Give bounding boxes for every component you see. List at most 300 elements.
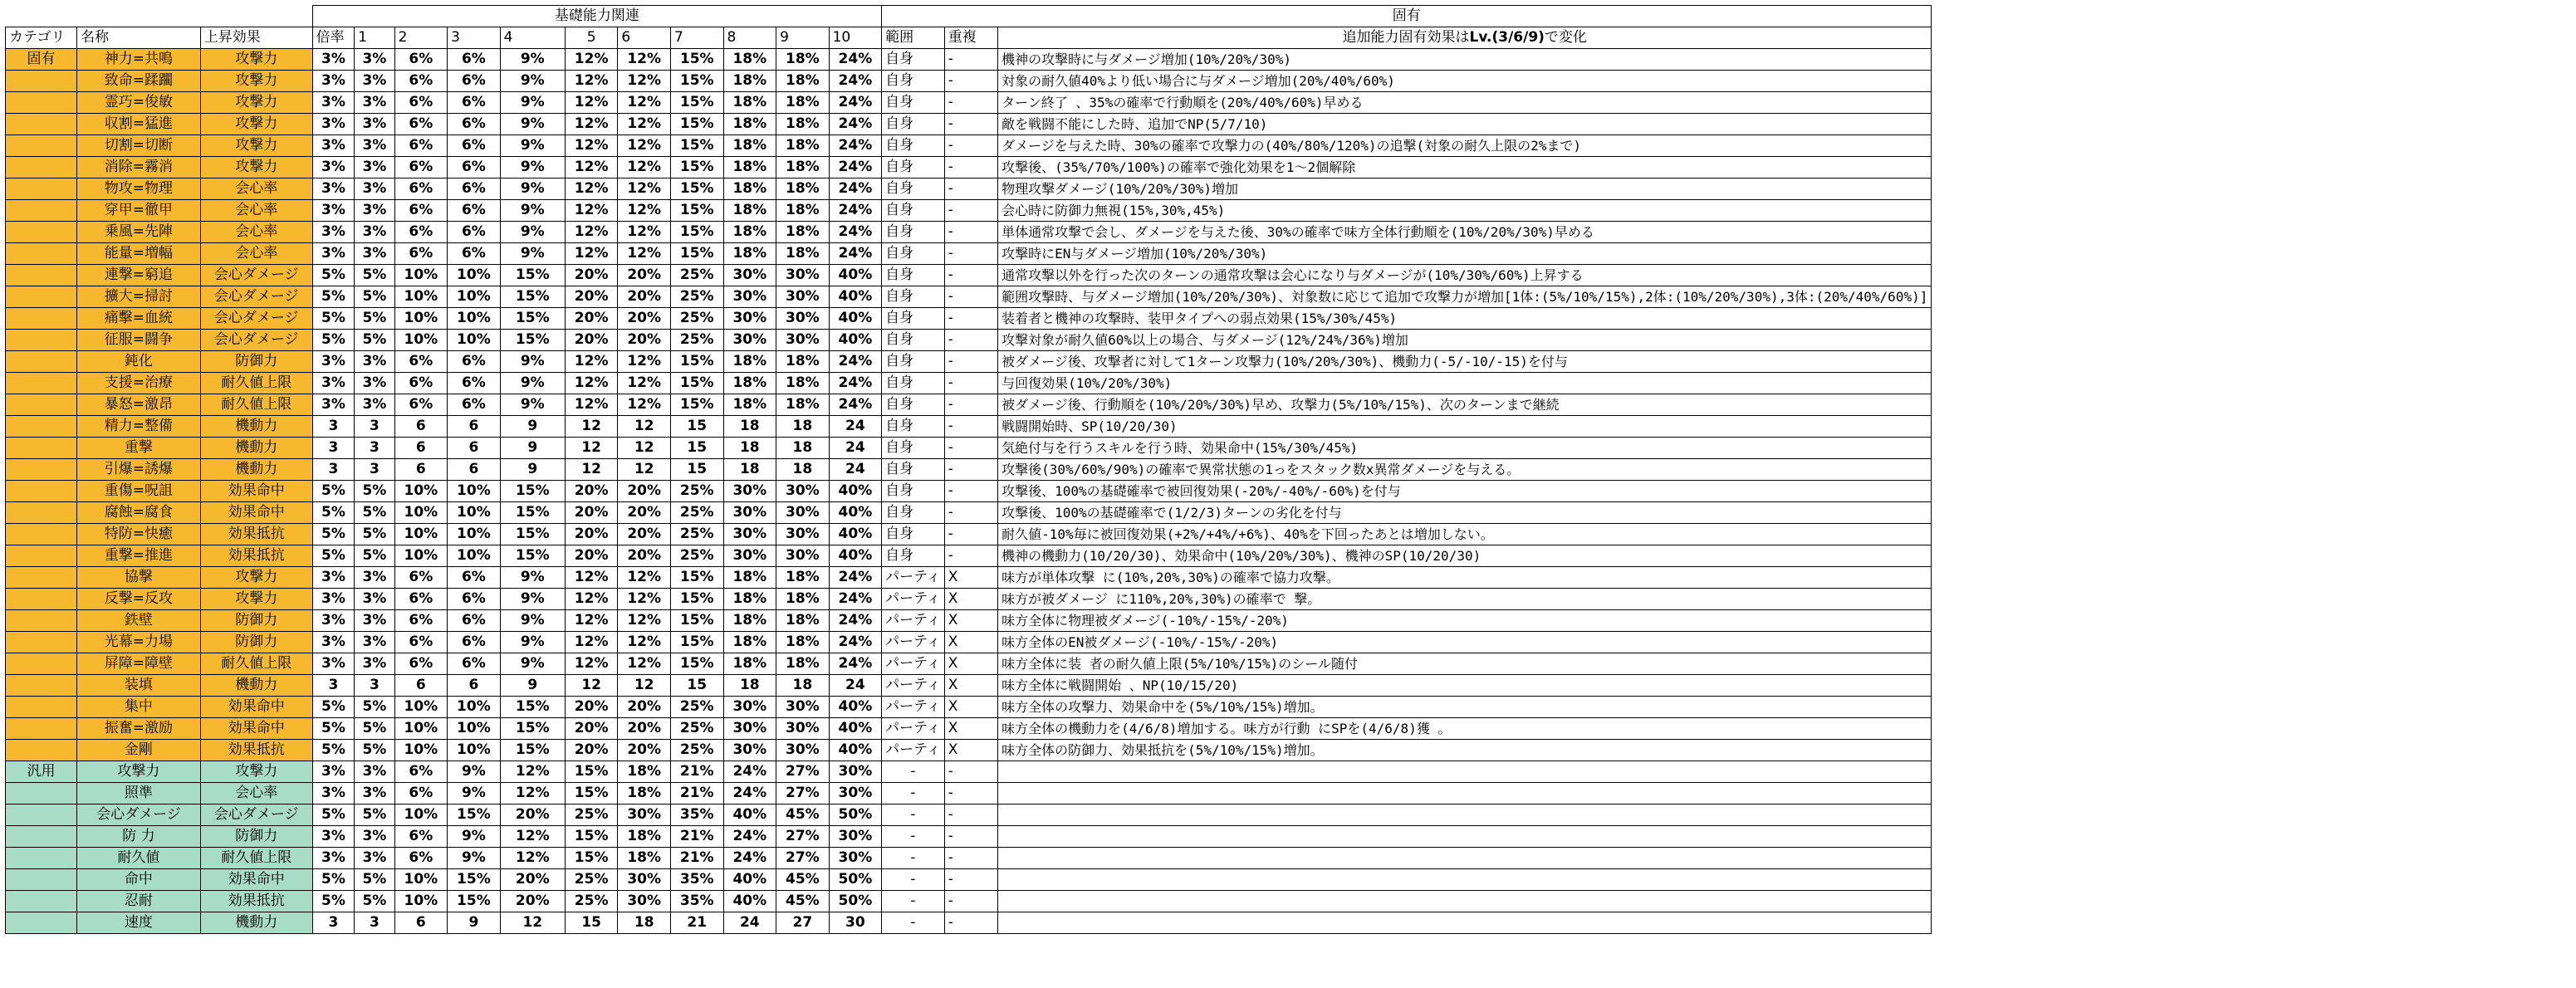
value-cell: 15%	[565, 826, 618, 848]
name-cell: 照準	[77, 783, 201, 805]
value-cell: 6%	[448, 243, 501, 265]
value-cell: 10%	[448, 330, 501, 351]
value-cell: 30%	[829, 783, 882, 805]
overlap-cell: X	[944, 675, 997, 697]
category-cell	[6, 718, 77, 740]
description-cell: 味方が単体攻撃 に(10%,20%,30%)の確率で協力攻撃。	[998, 567, 1932, 589]
value-cell: 12%	[565, 351, 618, 373]
value-cell: 40%	[829, 286, 882, 308]
range-cell: 自身	[882, 438, 945, 459]
value-cell: 30%	[723, 308, 776, 330]
value-cell: 5%	[312, 524, 355, 545]
category-cell	[6, 697, 77, 718]
overlap-cell: -	[944, 265, 997, 286]
description-cell: 攻撃後、(35%/70%/100%)の確率で強化効果を1～2個解除	[998, 157, 1932, 179]
range-cell: -	[882, 848, 945, 869]
value-cell: 25%	[670, 330, 723, 351]
value-cell: 6%	[394, 351, 448, 373]
name-cell: 攻撃力	[77, 761, 201, 783]
overlap-cell: -	[944, 157, 997, 179]
range-cell: 自身	[882, 49, 945, 71]
overlap-cell: X	[944, 697, 997, 718]
value-cell: 6%	[394, 783, 448, 805]
value-cell: 12%	[565, 92, 618, 114]
value-cell: 10%	[394, 502, 448, 524]
effect-cell: 効果命中	[200, 869, 312, 891]
description-cell: 味方が被ダメージ に110%,20%,30%)の確率で 撃。	[998, 589, 1932, 610]
name-cell: 命中	[77, 869, 201, 891]
header-basic-group: 基礎能力関連	[312, 6, 881, 27]
value-cell: 3%	[355, 71, 394, 92]
table-row	[6, 308, 2576, 330]
value-cell: 12%	[618, 222, 671, 243]
description-cell: 攻撃対象が耐久値60%以上の場合、与ダメージ(12%/24%/36%)増加	[998, 330, 1932, 351]
value-cell: 12%	[565, 200, 618, 222]
name-cell: 金剛	[77, 740, 201, 761]
value-cell: 50%	[829, 869, 882, 891]
value-cell: 21	[670, 912, 723, 934]
value-cell: 6%	[394, 222, 448, 243]
value-cell: 5%	[355, 891, 394, 912]
value-cell: 12%	[565, 653, 618, 675]
range-cell: 自身	[882, 200, 945, 222]
value-cell: 5%	[312, 718, 355, 740]
value-cell: 6%	[394, 567, 448, 589]
name-cell: 装填	[77, 675, 201, 697]
category-cell	[6, 243, 77, 265]
header-effect: 上昇効果	[200, 27, 312, 49]
value-cell: 10%	[394, 891, 448, 912]
value-cell: 18	[723, 459, 776, 481]
value-cell: 30%	[776, 308, 830, 330]
name-cell: 物攻=物理	[77, 179, 201, 200]
value-cell: 3%	[355, 114, 394, 135]
value-cell: 12%	[565, 222, 618, 243]
category-cell	[6, 200, 77, 222]
range-cell: 自身	[882, 351, 945, 373]
table-row	[6, 351, 2576, 373]
value-cell: 3%	[355, 49, 394, 71]
effect-cell: 会心ダメージ	[200, 308, 312, 330]
value-cell: 18	[618, 912, 671, 934]
effect-cell: 攻撃力	[200, 567, 312, 589]
value-cell: 3%	[355, 351, 394, 373]
header-lv-5: 5	[565, 27, 618, 49]
value-cell: 6	[448, 438, 501, 459]
value-cell: 3	[355, 459, 394, 481]
value-cell: 25%	[670, 697, 723, 718]
name-cell: 鈍化	[77, 351, 201, 373]
effect-cell: 効果命中	[200, 481, 312, 502]
range-cell: 自身	[882, 416, 945, 438]
value-cell: 12%	[618, 135, 671, 157]
value-cell: 15%	[565, 761, 618, 783]
overlap-cell: -	[944, 200, 997, 222]
effect-cell: 攻撃力	[200, 114, 312, 135]
value-cell: 3%	[355, 610, 394, 632]
value-cell: 5%	[355, 502, 394, 524]
range-cell: -	[882, 869, 945, 891]
overlap-cell: -	[944, 545, 997, 567]
value-cell: 27%	[776, 848, 830, 869]
name-cell: 忍耐	[77, 891, 201, 912]
category-cell	[6, 351, 77, 373]
value-cell: 21%	[670, 848, 723, 869]
range-cell: パーティ	[882, 653, 945, 675]
effect-cell: 機動力	[200, 459, 312, 481]
value-cell: 15	[670, 459, 723, 481]
value-cell: 27%	[776, 761, 830, 783]
table-row	[6, 373, 2576, 394]
ability-table	[5, 5, 2576, 934]
category-cell	[6, 502, 77, 524]
value-cell: 25%	[670, 265, 723, 286]
description-cell: 範囲攻撃時、与ダメージ増加(10%/20%/30%)、対象数に応じて追加で攻撃力が増加[1体:(5%/10%/15%),2体:(10%/20%/30%),3体:(20%/40%/60%)]	[998, 286, 1932, 308]
table-row	[6, 740, 2576, 761]
range-cell: パーティ	[882, 718, 945, 740]
description-cell: ターン終了 、35%の確率で行動順を(20%/40%/60%)早める	[998, 92, 1932, 114]
value-cell: 30%	[723, 502, 776, 524]
table-row	[6, 783, 2576, 805]
value-cell: 5%	[355, 286, 394, 308]
category-cell	[6, 545, 77, 567]
overlap-cell: -	[944, 783, 997, 805]
table-row	[6, 179, 2576, 200]
value-cell: 12%	[565, 49, 618, 71]
range-cell: -	[882, 912, 945, 934]
table-row	[6, 589, 2576, 610]
value-cell: 3%	[312, 114, 355, 135]
name-cell: 重撃=推進	[77, 545, 201, 567]
overlap-cell: -	[944, 459, 997, 481]
value-cell: 5%	[312, 286, 355, 308]
value-cell: 9%	[500, 351, 565, 373]
overlap-cell: -	[944, 891, 997, 912]
value-cell: 27	[776, 912, 830, 934]
value-cell: 15%	[500, 265, 565, 286]
name-cell: 防 力	[77, 826, 201, 848]
value-cell: 18%	[723, 567, 776, 589]
header-lv-3: 3	[448, 27, 501, 49]
effect-cell: 会心ダメージ	[200, 805, 312, 826]
value-cell: 5%	[355, 545, 394, 567]
category-cell	[6, 632, 77, 653]
value-cell: 9%	[448, 826, 501, 848]
value-cell: 24%	[723, 761, 776, 783]
range-cell: 自身	[882, 481, 945, 502]
value-cell: 9	[500, 459, 565, 481]
value-cell: 12%	[618, 610, 671, 632]
value-cell: 18	[776, 416, 830, 438]
value-cell: 10%	[448, 524, 501, 545]
value-cell: 5%	[312, 308, 355, 330]
header-lv-4: 4	[500, 27, 565, 49]
description-cell	[998, 891, 1932, 912]
value-cell: 20%	[565, 524, 618, 545]
value-cell: 18%	[723, 71, 776, 92]
value-cell: 12%	[565, 373, 618, 394]
value-cell: 6%	[448, 610, 501, 632]
value-cell: 30%	[618, 891, 671, 912]
value-cell: 3%	[355, 222, 394, 243]
value-cell: 18%	[776, 49, 830, 71]
value-cell: 3	[312, 438, 355, 459]
effect-cell: 機動力	[200, 912, 312, 934]
value-cell: 18%	[723, 610, 776, 632]
name-cell: 光幕=力場	[77, 632, 201, 653]
overlap-cell: -	[944, 826, 997, 848]
effect-cell: 効果抵抗	[200, 524, 312, 545]
name-cell: 振奮=激励	[77, 718, 201, 740]
value-cell: 3%	[312, 589, 355, 610]
name-cell: 集中	[77, 697, 201, 718]
range-cell: -	[882, 783, 945, 805]
value-cell: 12%	[618, 49, 671, 71]
value-cell: 18%	[776, 243, 830, 265]
value-cell: 3	[355, 675, 394, 697]
name-cell: 征服=闘争	[77, 330, 201, 351]
value-cell: 3%	[312, 179, 355, 200]
header-name: 名称	[77, 27, 201, 49]
table-row	[6, 524, 2576, 545]
value-cell: 5%	[355, 718, 394, 740]
value-cell: 18%	[776, 610, 830, 632]
description-cell: 物理攻撃ダメージ(10%/20%/30%)増加	[998, 179, 1932, 200]
effect-cell: 会心ダメージ	[200, 286, 312, 308]
value-cell: 15%	[670, 49, 723, 71]
value-cell: 15%	[670, 222, 723, 243]
name-cell: 切割=切断	[77, 135, 201, 157]
value-cell: 21%	[670, 826, 723, 848]
value-cell: 6%	[394, 243, 448, 265]
overlap-cell: -	[944, 438, 997, 459]
overlap-cell: -	[944, 286, 997, 308]
value-cell: 15%	[670, 610, 723, 632]
table-row	[6, 912, 2576, 934]
effect-cell: 耐久値上限	[200, 394, 312, 416]
value-cell: 25%	[565, 869, 618, 891]
value-cell: 40%	[829, 265, 882, 286]
value-cell: 40%	[829, 697, 882, 718]
value-cell: 18	[776, 459, 830, 481]
value-cell: 3%	[312, 610, 355, 632]
effect-cell: 会心率	[200, 783, 312, 805]
value-cell: 18%	[723, 351, 776, 373]
overlap-cell: X	[944, 589, 997, 610]
overlap-cell: X	[944, 653, 997, 675]
value-cell: 24%	[829, 394, 882, 416]
value-cell: 6%	[394, 653, 448, 675]
value-cell: 5%	[355, 805, 394, 826]
value-cell: 25%	[670, 481, 723, 502]
value-cell: 6%	[394, 92, 448, 114]
value-cell: 3%	[355, 589, 394, 610]
value-cell: 18%	[723, 114, 776, 135]
value-cell: 45%	[776, 891, 830, 912]
value-cell: 6%	[448, 49, 501, 71]
value-cell: 5%	[355, 740, 394, 761]
value-cell: 18%	[723, 373, 776, 394]
value-cell: 24%	[829, 632, 882, 653]
overlap-cell: -	[944, 912, 997, 934]
value-cell: 12%	[565, 567, 618, 589]
value-cell: 30%	[776, 740, 830, 761]
value-cell: 6%	[448, 589, 501, 610]
value-cell: 30%	[776, 481, 830, 502]
value-cell: 30%	[776, 502, 830, 524]
value-cell: 9%	[500, 589, 565, 610]
value-cell: 18	[776, 675, 830, 697]
effect-cell: 防御力	[200, 826, 312, 848]
value-cell: 40%	[829, 740, 882, 761]
description-cell: 機神の機動力(10/20/30)、効果命中(10%/20%/30%)、機神のSP(10/20/30)	[998, 545, 1932, 567]
overlap-cell: X	[944, 740, 997, 761]
category-cell	[6, 783, 77, 805]
value-cell: 3%	[312, 157, 355, 179]
value-cell: 3%	[355, 761, 394, 783]
value-cell: 18%	[776, 351, 830, 373]
range-cell: -	[882, 891, 945, 912]
name-cell: 痛擊=血統	[77, 308, 201, 330]
value-cell: 21%	[670, 783, 723, 805]
value-cell: 3%	[312, 653, 355, 675]
table-row	[6, 71, 2576, 92]
value-cell: 12%	[565, 157, 618, 179]
overlap-cell: -	[944, 524, 997, 545]
value-cell: 15%	[448, 805, 501, 826]
category-cell	[6, 416, 77, 438]
overlap-cell: -	[944, 805, 997, 826]
value-cell: 25%	[670, 286, 723, 308]
value-cell: 12%	[618, 114, 671, 135]
range-cell: パーティ	[882, 697, 945, 718]
value-cell: 18	[723, 675, 776, 697]
description-cell: 味方全体の攻撃力、効果命中を(5%/10%/15%)増加。	[998, 697, 1932, 718]
value-cell: 12	[565, 459, 618, 481]
value-cell: 15%	[448, 891, 501, 912]
value-cell: 10%	[394, 286, 448, 308]
value-cell: 18%	[776, 114, 830, 135]
name-cell: 重撃	[77, 438, 201, 459]
table-row	[6, 567, 2576, 589]
effect-cell: 攻撃力	[200, 71, 312, 92]
value-cell: 20%	[618, 502, 671, 524]
value-cell: 12%	[618, 567, 671, 589]
table-row	[6, 394, 2576, 416]
value-cell: 30%	[776, 545, 830, 567]
overlap-cell: -	[944, 761, 997, 783]
effect-cell: 機動力	[200, 416, 312, 438]
header-lv-10: 10	[829, 27, 882, 49]
range-cell: 自身	[882, 308, 945, 330]
table-row	[6, 416, 2576, 438]
value-cell: 18%	[723, 200, 776, 222]
value-cell: 3%	[312, 848, 355, 869]
description-cell	[998, 761, 1932, 783]
value-cell: 12	[500, 912, 565, 934]
value-cell: 20%	[565, 502, 618, 524]
value-cell: 5%	[355, 308, 394, 330]
value-cell: 18%	[776, 157, 830, 179]
value-cell: 9%	[500, 200, 565, 222]
category-cell	[6, 740, 77, 761]
value-cell: 10%	[394, 265, 448, 286]
overlap-cell: -	[944, 416, 997, 438]
value-cell: 12%	[500, 826, 565, 848]
name-cell: 消除=霧消	[77, 157, 201, 179]
description-cell: 攻撃時にEN与ダメージ増加(10%/20%/30%)	[998, 243, 1932, 265]
value-cell: 20%	[565, 481, 618, 502]
table-row	[6, 481, 2576, 502]
value-cell: 15%	[670, 351, 723, 373]
value-cell: 30%	[723, 545, 776, 567]
value-cell: 10%	[448, 545, 501, 567]
value-cell: 20%	[500, 869, 565, 891]
value-cell: 6%	[448, 114, 501, 135]
value-cell: 20%	[618, 330, 671, 351]
effect-cell: 効果抵抗	[200, 545, 312, 567]
effect-cell: 攻撃力	[200, 92, 312, 114]
name-cell: 鉄壁	[77, 610, 201, 632]
unique-note-suffix: で変化	[1544, 29, 1587, 46]
value-cell: 35%	[670, 805, 723, 826]
description-cell: 機神の攻撃時に与ダメージ増加(10%/20%/30%)	[998, 49, 1932, 71]
overlap-cell: -	[944, 330, 997, 351]
value-cell: 5%	[312, 805, 355, 826]
range-cell: パーティ	[882, 567, 945, 589]
value-cell: 6%	[394, 373, 448, 394]
overlap-cell: -	[944, 71, 997, 92]
value-cell: 9%	[448, 783, 501, 805]
value-cell: 9	[500, 675, 565, 697]
value-cell: 10%	[448, 286, 501, 308]
value-cell: 6%	[448, 394, 501, 416]
value-cell: 6%	[448, 632, 501, 653]
value-cell: 21%	[670, 761, 723, 783]
value-cell: 6%	[394, 610, 448, 632]
value-cell: 10%	[394, 697, 448, 718]
name-cell: 協撃	[77, 567, 201, 589]
value-cell: 35%	[670, 891, 723, 912]
value-cell: 50%	[829, 805, 882, 826]
effect-cell: 会心率	[200, 222, 312, 243]
value-cell: 24%	[829, 653, 882, 675]
value-cell: 9%	[500, 653, 565, 675]
description-cell: 攻撃後(30%/60%/90%)の確率で異常状態の1っをスタック数x異常ダメージを与える。	[998, 459, 1932, 481]
value-cell: 30%	[723, 265, 776, 286]
effect-cell: 攻撃力	[200, 135, 312, 157]
category-cell	[6, 135, 77, 157]
table-row	[6, 286, 2576, 308]
value-cell: 15%	[565, 848, 618, 869]
value-cell: 25%	[565, 805, 618, 826]
category-cell: 固有	[6, 49, 77, 71]
table-row	[6, 697, 2576, 718]
value-cell: 35%	[670, 869, 723, 891]
table-row	[6, 675, 2576, 697]
value-cell: 6%	[394, 71, 448, 92]
overlap-cell: -	[944, 179, 997, 200]
name-cell: 神力=共鳴	[77, 49, 201, 71]
value-cell: 3%	[355, 135, 394, 157]
value-cell: 15%	[670, 92, 723, 114]
value-cell: 40%	[829, 502, 882, 524]
table-row	[6, 848, 2576, 869]
value-cell: 12%	[618, 200, 671, 222]
table-row	[6, 265, 2576, 286]
name-cell: 屏障=障壁	[77, 653, 201, 675]
category-cell	[6, 330, 77, 351]
